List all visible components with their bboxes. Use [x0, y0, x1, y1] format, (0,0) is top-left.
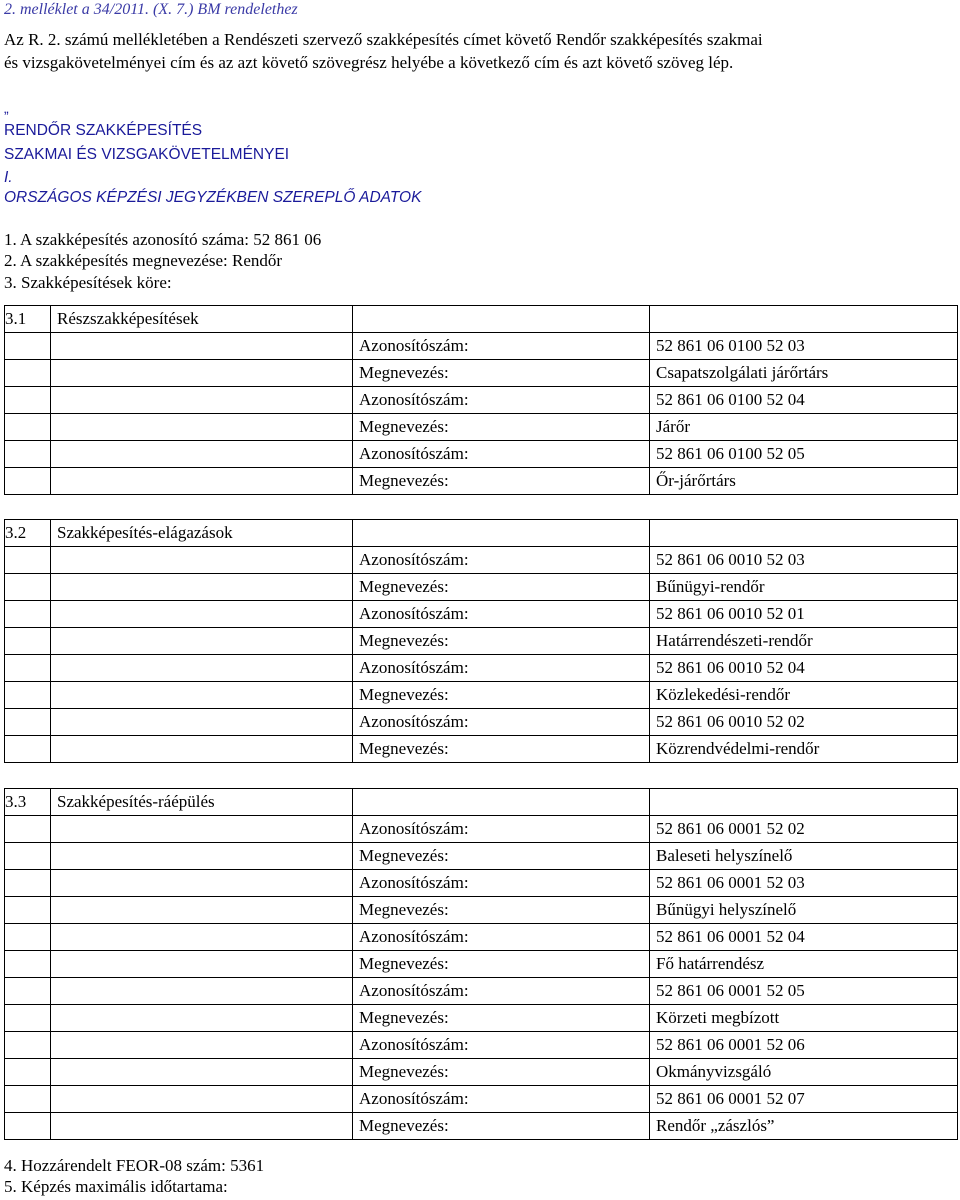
table-row: [5, 924, 958, 951]
name-value: Fő határrendész: [650, 951, 958, 978]
item-2: 2. A szakképesítés megnevezése: Rendőr: [4, 251, 283, 270]
id-value: 52 861 06 0010 52 01: [650, 601, 958, 628]
id-value: 52 861 06 0010 52 02: [650, 709, 958, 736]
id-value: 52 861 06 0001 52 03: [650, 870, 958, 897]
table-row: [5, 628, 958, 655]
table-row: [5, 441, 958, 468]
name-value: Baleseti helyszínelő: [650, 843, 958, 870]
table-row: [5, 682, 958, 709]
section-number: 3.3: [5, 789, 51, 816]
id-label: Azonosítószám:: [353, 709, 650, 736]
id-label: Azonosítószám:: [353, 924, 650, 951]
table-row: [5, 387, 958, 414]
id-value: 52 861 06 0001 52 06: [650, 1032, 958, 1059]
name-value: Járőr: [650, 414, 958, 441]
intro-paragraph: [4, 28, 954, 74]
section-title: Részszakképesítések: [51, 306, 353, 333]
name-value: Rendőr „zászlós”: [650, 1113, 958, 1140]
id-value: 52 861 06 0001 52 04: [650, 924, 958, 951]
name-value: Határrendészeti-rendőr: [650, 628, 958, 655]
id-label: Azonosítószám:: [353, 547, 650, 574]
id-value: 52 861 06 0010 52 04: [650, 655, 958, 682]
table-row: [5, 816, 958, 843]
id-label: Azonosítószám:: [353, 601, 650, 628]
name-value: Csapatszolgálati járőrtárs: [650, 360, 958, 387]
section-number: 3.1: [5, 306, 51, 333]
id-label: Azonosítószám:: [353, 870, 650, 897]
item-3: 3. Szakképesítések köre:: [4, 273, 172, 292]
name-value: Közrendvédelmi-rendőr: [650, 736, 958, 763]
roman-numeral: I.: [4, 169, 13, 186]
table-row: [5, 1005, 958, 1032]
name-label: Megnevezés:: [353, 468, 650, 495]
id-label: Azonosítószám:: [353, 816, 650, 843]
id-label: Azonosítószám:: [353, 978, 650, 1005]
item-1: 1. A szakképesítés azonosító száma: 52 861 06: [4, 230, 322, 249]
name-label: Megnevezés:: [353, 736, 650, 763]
name-label: Megnevezés:: [353, 1113, 650, 1140]
table-row: [5, 414, 958, 441]
name-label: Megnevezés:: [353, 1005, 650, 1032]
id-value: 52 861 06 0010 52 03: [650, 547, 958, 574]
table-row: [5, 709, 958, 736]
id-label: Azonosítószám:: [353, 387, 650, 414]
name-value: Okmányvizsgáló: [650, 1059, 958, 1086]
section-header-row: [5, 306, 958, 333]
item-4: 4. Hozzárendelt FEOR-08 szám: 5361: [4, 1156, 265, 1175]
name-value: Bűnügyi-rendőr: [650, 574, 958, 601]
id-value: 52 861 06 0100 52 03: [650, 333, 958, 360]
name-label: Megnevezés:: [353, 951, 650, 978]
title-line-1: RENDŐR SZAKKÉPESÍTÉS: [4, 122, 203, 139]
id-label: Azonosítószám:: [353, 1032, 650, 1059]
name-value: Bűnügyi helyszínelő: [650, 897, 958, 924]
table-row: [5, 360, 958, 387]
table-row: [5, 601, 958, 628]
section-heading: ORSZÁGOS KÉPZÉSI JEGYZÉKBEN SZEREPLŐ ADATOK: [4, 189, 422, 206]
table-row: [5, 978, 958, 1005]
table-row: [5, 870, 958, 897]
name-value: Közlekedési-rendőr: [650, 682, 958, 709]
table-row: [5, 1086, 958, 1113]
table-row: [5, 655, 958, 682]
opening-quote: „: [4, 100, 9, 116]
table-row: [5, 897, 958, 924]
name-label: Megnevezés:: [353, 574, 650, 601]
section-number: 3.2: [5, 520, 51, 547]
table-row: [5, 1059, 958, 1086]
section-header-row: [5, 789, 958, 816]
id-label: Azonosítószám:: [353, 333, 650, 360]
item-5: 5. Képzés maximális időtartama:: [4, 1177, 228, 1196]
section-title: Szakképesítés-elágazások: [51, 520, 353, 547]
id-value: 52 861 06 0100 52 04: [650, 387, 958, 414]
section-title: Szakképesítés-ráépülés: [51, 789, 353, 816]
table-row: [5, 547, 958, 574]
section-header-row: [5, 520, 958, 547]
name-label: Megnevezés:: [353, 360, 650, 387]
id-label: Azonosítószám:: [353, 441, 650, 468]
name-label: Megnevezés:: [353, 682, 650, 709]
section-table-3-3: [4, 788, 958, 1140]
id-label: Azonosítószám:: [353, 1086, 650, 1113]
id-value: 52 861 06 0001 52 05: [650, 978, 958, 1005]
section-table-3-1: [4, 305, 958, 495]
name-label: Megnevezés:: [353, 1059, 650, 1086]
title-line-2: SZAKMAI ÉS VIZSGAKÖVETELMÉNYEI: [4, 146, 290, 163]
intro-line-2: és vizsgakövetelményei cím és az azt követő szövegrész helyébe a következő cím és azt követő szöveg lép.: [4, 53, 734, 72]
name-label: Megnevezés:: [353, 414, 650, 441]
table-row: [5, 574, 958, 601]
id-value: 52 861 06 0001 52 02: [650, 816, 958, 843]
name-value: Körzeti megbízott: [650, 1005, 958, 1032]
id-label: Azonosítószám:: [353, 655, 650, 682]
intro-line-1: Az R. 2. számú mellékletében a Rendészeti szervező szakképesítés címet követő Rendőr szakképesítés szakmai: [4, 30, 763, 49]
name-label: Megnevezés:: [353, 628, 650, 655]
table-row: [5, 468, 958, 495]
name-label: Megnevezés:: [353, 897, 650, 924]
table-row: [5, 1032, 958, 1059]
id-value: 52 861 06 0100 52 05: [650, 441, 958, 468]
table-row: [5, 736, 958, 763]
table-row: [5, 951, 958, 978]
table-row: [5, 843, 958, 870]
name-label: Megnevezés:: [353, 843, 650, 870]
name-value: Őr-járőrtárs: [650, 468, 958, 495]
annex-header: 2. melléklet a 34/2011. (X. 7.) BM rendelethez: [4, 1, 298, 18]
table-row: [5, 333, 958, 360]
id-value: 52 861 06 0001 52 07: [650, 1086, 958, 1113]
section-table-3-2: [4, 519, 958, 763]
table-row: [5, 1113, 958, 1140]
